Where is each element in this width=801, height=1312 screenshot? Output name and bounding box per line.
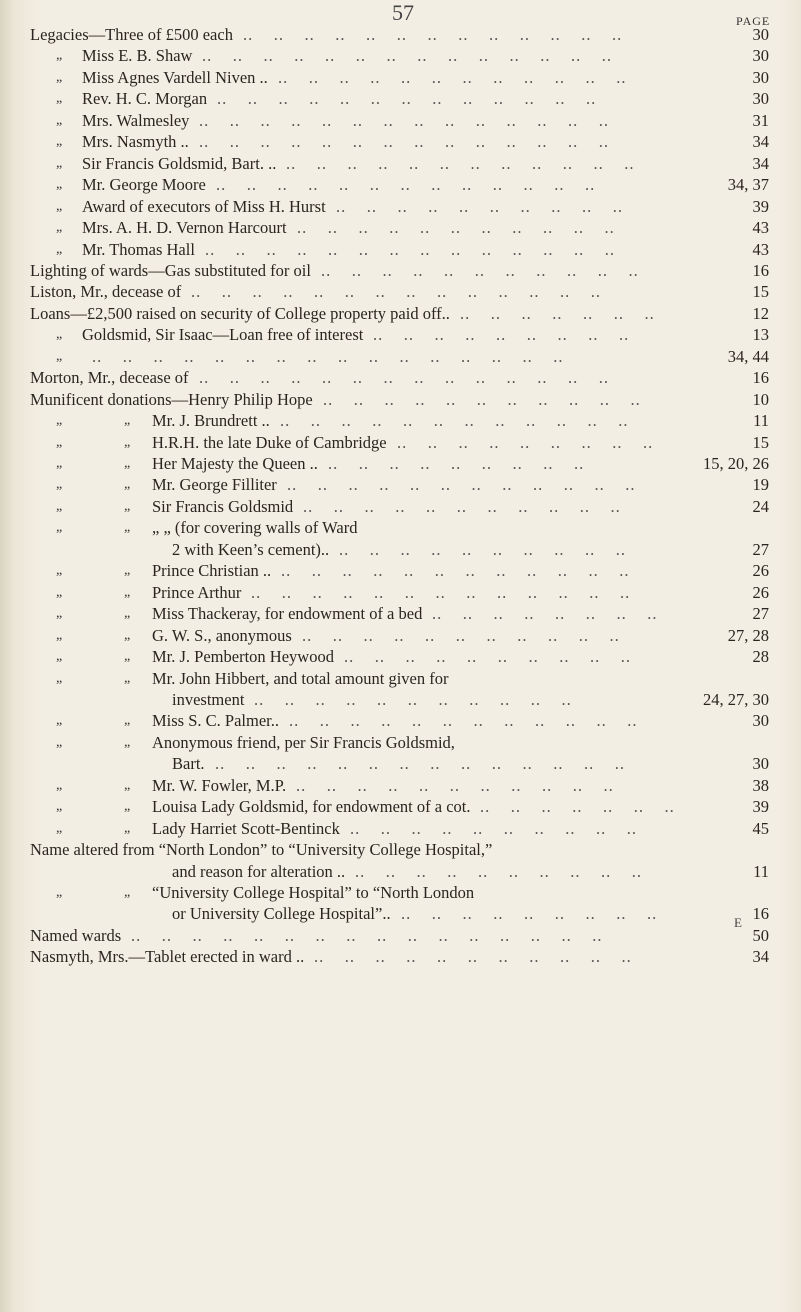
leader-dots: .. .. .. .. .. .. .. .. .. .. .. .. .. .. [215, 754, 646, 774]
index-entry [0, 45, 801, 67]
leader-dots: .. .. .. .. .. .. .. .. .. .. .. .. .. .. [199, 110, 630, 130]
entry-page-ref: 13 [752, 325, 769, 345]
page-column-heading: PAGE [736, 14, 771, 28]
ditto-mark: „ [124, 456, 131, 471]
index-entry [0, 453, 801, 475]
entry-text: Lady Harriet Scott-Bentinck [152, 818, 340, 838]
entry-page-ref: 19 [752, 475, 769, 495]
ditto-mark: „ [124, 498, 131, 514]
entry-page-ref: 11 [753, 861, 769, 881]
leader-dots: .. .. .. .. .. .. .. .. .. .. [355, 861, 663, 881]
entry-text: Legacies—Three of £500 each [30, 25, 233, 44]
entry-page-ref: 16 [752, 368, 769, 388]
ditto-mark: „ [56, 48, 63, 64]
leader-dots: .. .. .. .. .. .. .. .. .. .. .. .. .. .. .. .. [92, 346, 584, 366]
index-entry [0, 324, 801, 346]
index-entry [0, 217, 801, 239]
entry-text: G. W. S., anonymous [152, 625, 292, 645]
ditto-mark: „ [56, 198, 63, 214]
ditto-mark: „ [56, 777, 63, 793]
leader-dots: .. .. .. .. .. .. .. .. .. .. .. .. .. .. [191, 282, 622, 302]
ditto-mark: „ [124, 477, 131, 493]
ditto-mark: „ [56, 670, 63, 686]
entry-page-ref: 43 [752, 218, 769, 238]
ditto-mark: „ [56, 734, 63, 750]
leader-dots: .. .. .. .. .. .. .. .. .. .. [350, 818, 658, 838]
entry-page-ref: 43 [752, 239, 769, 259]
entry-text: Mr. J. Pemberton Heywood [152, 647, 334, 667]
entry-text: Louisa Lady Goldsmid, for endowment of a cot. [152, 797, 471, 817]
index-entry [0, 946, 801, 968]
entry-text: “University College Hospital” to “North London [152, 883, 475, 902]
entry-page-ref: 26 [752, 582, 769, 602]
ditto-mark: „ [56, 91, 63, 107]
index-entry [0, 818, 801, 840]
ditto-mark: „ [124, 413, 131, 429]
ditto-mark: „ [56, 456, 63, 471]
entry-text: Mr. Thomas Hall [82, 239, 195, 259]
index-entry [0, 196, 801, 218]
leader-dots: .. .. .. .. .. .. .. .. .. .. .. [321, 260, 660, 280]
entry-page-ref: 45 [752, 818, 769, 838]
ditto-mark: „ [56, 327, 63, 343]
index-entry [0, 239, 801, 261]
ditto-mark: „ [56, 627, 63, 643]
leader-dots: .. .. .. .. .. .. .. .. .. .. .. .. [281, 561, 650, 581]
entry-text: Mrs. Nasmyth .. [82, 132, 189, 152]
ditto-mark: „ [56, 177, 63, 193]
leader-dots: .. .. .. .. .. .. .. .. .. .. .. .. .. .. [202, 46, 633, 66]
index-entry [0, 410, 801, 432]
index-entry [0, 346, 801, 368]
entry-text: Nasmyth, Mrs.—Tablet erected in ward .. [30, 947, 305, 967]
index-entry [0, 174, 801, 196]
entry-text: „ „ (for covering walls of Ward [152, 518, 358, 538]
ditto-mark: „ [56, 520, 63, 536]
leader-dots: .. .. .. .. .. .. .. .. .. .. .. .. [286, 153, 655, 173]
ditto-mark: „ [56, 241, 63, 257]
leader-dots: .. .. .. .. .. .. .. .. .. .. .. [302, 625, 641, 645]
ditto-mark: „ [56, 563, 63, 579]
entry-page-ref: 10 [752, 389, 769, 409]
entry-page-ref: 30 [752, 711, 769, 731]
index-entry [0, 710, 801, 732]
leader-dots: .. .. .. .. .. .. .. [480, 797, 696, 817]
leader-dots: .. .. .. .. .. .. .. .. .. .. .. .. .. [216, 175, 616, 195]
index-entry [0, 24, 801, 46]
entry-page-ref: 34 [752, 947, 769, 967]
entry-page-ref: 27 [752, 604, 769, 624]
index-entry [0, 753, 801, 775]
index-entry [0, 517, 801, 539]
leader-dots: .. .. .. .. .. .. .. .. .. .. .. .. [287, 475, 656, 495]
entry-text: 2 with Keen’s cement).. [172, 539, 330, 559]
leader-dots: .. .. .. .. .. .. .. .. .. .. .. .. [280, 411, 649, 431]
entry-text: Prince Christian .. [152, 561, 272, 581]
entry-text: Mr. George Moore [82, 175, 206, 195]
entry-text: or University College Hospital”.. [172, 904, 391, 924]
ditto-mark: „ [124, 584, 131, 600]
index-entry [0, 367, 801, 389]
entry-text: Miss Agnes Vardell Niven .. [82, 67, 268, 87]
leader-dots: .. .. .. .. .. .. .. .. .. [328, 454, 605, 473]
index-entry [0, 539, 801, 561]
index-entry [0, 560, 801, 582]
entry-text: Anonymous friend, per Sir Francis Goldsmid, [152, 732, 455, 752]
entry-page-ref: 34, 37 [727, 175, 769, 195]
leader-dots: .. .. .. .. .. .. .. .. .. .. .. [303, 496, 642, 516]
leader-dots: .. .. .. .. .. .. .. .. .. .. [339, 539, 647, 559]
leader-dots: .. .. .. .. .. .. .. .. .. .. .. [297, 218, 636, 238]
entry-text: Named wards [30, 925, 122, 945]
page-number: 57 [392, 0, 414, 25]
entry-text: Bart. [172, 754, 205, 774]
ditto-mark: „ [56, 413, 63, 429]
index-entry [0, 646, 801, 668]
entry-page-ref: 31 [752, 110, 769, 130]
ditto-mark: „ [56, 69, 63, 85]
ditto-mark: „ [56, 713, 63, 729]
entry-page-ref: 50 [752, 925, 769, 945]
ditto-mark: „ [124, 606, 131, 622]
index-entry [0, 131, 801, 153]
index-entry [0, 625, 801, 647]
leader-dots: .. .. .. .. .. .. .. .. .. .. .. .. .. .. [199, 368, 630, 388]
entry-text: Loans—£2,500 raised on security of College property paid off.. [30, 303, 450, 323]
leader-dots: .. .. .. .. .. .. .. .. .. .. .. .. .. .. [205, 239, 636, 259]
index-entry [0, 582, 801, 604]
signature-mark: E [734, 915, 742, 930]
entry-page-ref: 12 [752, 303, 769, 323]
index-entry [0, 260, 801, 282]
leader-dots: .. .. .. .. .. .. .. .. .. .. .. .. [278, 67, 647, 87]
ditto-mark: „ [56, 885, 63, 900]
ditto-mark: „ [56, 134, 63, 150]
ditto-mark: „ [56, 155, 63, 171]
entry-page-ref: 27, 28 [727, 625, 769, 645]
ditto-mark: „ [56, 477, 63, 493]
entry-text: Mr. George Filliter [152, 475, 277, 495]
ditto-mark: „ [56, 584, 63, 600]
ditto-mark: „ [124, 777, 131, 793]
entry-page-ref: 34 [752, 132, 769, 152]
ditto-mark: „ [124, 734, 131, 750]
entry-page-ref: 15 [752, 432, 769, 452]
index-entry [0, 603, 801, 625]
entry-page-ref: 34, 44 [727, 346, 769, 366]
index-entry [0, 796, 801, 818]
leader-dots: .. .. .. .. .. .. .. .. .. .. .. .. .. [217, 89, 617, 109]
entry-text: Rev. H. C. Morgan [82, 89, 208, 109]
entry-page-ref: 15 [752, 282, 769, 302]
index-entry [0, 775, 801, 797]
index-entry [0, 903, 801, 925]
leader-dots: .. .. .. .. .. .. .. .. [432, 604, 678, 624]
entry-text: Prince Arthur [152, 582, 242, 602]
entry-text: Morton, Mr., decease of [30, 368, 189, 388]
leader-dots: .. .. .. .. .. .. .. .. .. .. .. .. .. [251, 582, 651, 602]
index-entry [0, 281, 801, 303]
entry-text: Name altered from “North London” to “University College Hospital,” [30, 840, 493, 860]
entry-text: Award of executors of Miss H. Hurst [82, 196, 326, 216]
entry-text: Mrs. Walmesley [82, 110, 190, 130]
ditto-mark: „ [56, 434, 63, 450]
ditto-mark: „ [56, 220, 63, 236]
ditto-mark: „ [124, 670, 131, 686]
index-entry [0, 689, 801, 711]
ditto-mark: „ [124, 563, 131, 579]
index-entry [0, 303, 801, 325]
entry-text: investment [172, 689, 245, 709]
entry-text: Her Majesty the Queen .. [152, 454, 318, 473]
leader-dots: .. .. .. .. .. .. .. .. .. .. .. .. .. [243, 25, 643, 44]
entry-page-ref: 24, 27, 30 [703, 689, 769, 709]
ditto-mark: „ [124, 820, 131, 836]
index-entry [0, 496, 801, 518]
index-entry [0, 925, 801, 947]
entry-page-ref: 26 [752, 561, 769, 581]
ditto-mark: „ [124, 713, 131, 729]
leader-dots: .. .. .. .. .. .. .. .. .. [401, 904, 678, 924]
entry-text: Miss E. B. Shaw [82, 46, 193, 66]
entry-text: Sir Francis Goldsmid, Bart. .. [82, 153, 277, 173]
entry-page-ref: 39 [752, 196, 769, 216]
leader-dots: .. .. .. .. .. .. .. .. .. .. .. .. .. .. .. .. [131, 925, 623, 945]
leader-dots: .. .. .. .. .. .. .. .. .. .. .. [254, 689, 593, 709]
entry-page-ref: 38 [752, 775, 769, 795]
index-entry [0, 732, 801, 754]
ditto-mark: „ [124, 520, 131, 536]
entry-page-ref: 39 [752, 797, 769, 817]
entry-page-ref: 30 [752, 89, 769, 109]
entry-text: Miss S. C. Palmer.. [152, 711, 279, 731]
leader-dots: .. .. .. .. .. .. .. [460, 303, 676, 323]
entry-page-ref: 28 [752, 647, 769, 667]
entry-text: Miss Thackeray, for endowment of a bed [152, 604, 423, 624]
entry-text: Mr. W. Fowler, M.P. [152, 775, 287, 795]
entry-text: and reason for alteration .. [172, 861, 346, 881]
entry-page-ref: 24 [752, 496, 769, 516]
index-entry [0, 861, 801, 883]
entry-page-ref: 16 [752, 904, 769, 924]
ditto-mark: „ [56, 348, 63, 364]
entry-page-ref: 30 [752, 25, 769, 44]
entry-page-ref: 15, 20, 26 [703, 454, 769, 473]
entry-text: Mr. J. Brundrett .. [152, 411, 270, 431]
entry-text: H.R.H. the late Duke of Cambridge [152, 432, 387, 452]
ditto-mark: „ [124, 649, 131, 665]
ditto-mark: „ [56, 112, 63, 128]
leader-dots: .. .. .. .. .. .. .. .. .. .. [344, 647, 652, 667]
leader-dots: .. .. .. .. .. .. .. .. .. [397, 432, 674, 452]
entry-page-ref: 30 [752, 67, 769, 87]
ditto-mark: „ [56, 649, 63, 665]
entry-text: Liston, Mr., decease of [30, 282, 182, 302]
leader-dots: .. .. .. .. .. .. .. .. .. .. .. .. .. .. [199, 132, 630, 152]
ditto-mark: „ [56, 820, 63, 836]
index-entry [0, 474, 801, 496]
index-entry [0, 839, 801, 861]
entry-page-ref: 30 [752, 46, 769, 66]
leader-dots: .. .. .. .. .. .. .. .. .. .. .. [323, 389, 662, 409]
entry-text: Sir Francis Goldsmid [152, 496, 294, 516]
ditto-mark: „ [124, 434, 131, 450]
entry-page-ref: 27 [752, 539, 769, 559]
entry-page-ref: 11 [753, 411, 769, 431]
ditto-mark: „ [56, 799, 63, 815]
ditto-mark: „ [124, 885, 131, 900]
ditto-mark: „ [124, 799, 131, 815]
index-entry [0, 153, 801, 175]
index-entry [0, 432, 801, 454]
ditto-mark: „ [56, 606, 63, 622]
leader-dots: .. .. .. .. .. .. .. .. .. .. .. .. [289, 711, 658, 731]
leader-dots: .. .. .. .. .. .. .. .. .. .. [336, 196, 644, 216]
entry-text: Mrs. A. H. D. Vernon Harcourt [82, 218, 287, 238]
ditto-mark: „ [124, 627, 131, 643]
entry-text: Mr. John Hibbert, and total amount given for [152, 668, 449, 688]
leader-dots: .. .. .. .. .. .. .. .. .. .. .. [314, 947, 653, 967]
index-entry [0, 67, 801, 89]
index-entry [0, 88, 801, 110]
index-entry [0, 668, 801, 690]
index-entry [0, 110, 801, 132]
ditto-mark: „ [56, 498, 63, 514]
leader-dots: .. .. .. .. .. .. .. .. .. .. .. [296, 775, 635, 795]
entry-text: Munificent donations—Henry Philip Hope [30, 389, 313, 409]
entry-text: Goldsmid, Sir Isaac—Loan free of interest [82, 325, 364, 345]
entry-page-ref: 34 [752, 153, 769, 173]
entry-page-ref: 16 [752, 260, 769, 280]
entry-text: Lighting of wards—Gas substituted for oil [30, 260, 311, 280]
entry-page-ref: 30 [752, 754, 769, 774]
index-entry [0, 882, 801, 904]
leader-dots: .. .. .. .. .. .. .. .. .. [373, 325, 650, 345]
index-entry [0, 389, 801, 411]
